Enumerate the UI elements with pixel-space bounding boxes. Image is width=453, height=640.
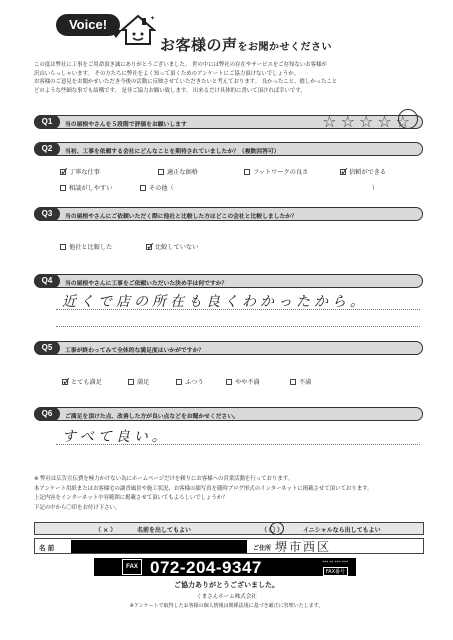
voice-badge: Voice! <box>56 14 120 36</box>
house-icon <box>120 14 156 46</box>
checkbox[interactable] <box>60 244 66 250</box>
circle-mark-icon <box>270 522 284 535</box>
rating-selected-circle <box>398 109 418 129</box>
note-line: 本アンケート用紙またはお客様宅の調査風景や施工状況、お客様の顔写真を随時ブログ形式のインターネットに掲載させて頂いております。 <box>34 485 373 492</box>
fax-label: FAX番号 <box>323 567 348 576</box>
option-satisfied[interactable] <box>128 377 149 386</box>
intro-line: この度は弊社に工事をご用命頂き誠にありがとうございました。 世の中には弊社の存在やサービスをご存知ないお客様が <box>34 62 327 68</box>
option-other[interactable] <box>140 183 174 192</box>
question-number: Q5 <box>34 341 60 355</box>
option-label: とても満足 <box>71 379 102 386</box>
checkbox[interactable] <box>140 185 146 191</box>
fax-number: 072-204-9347 <box>150 558 262 577</box>
checkbox[interactable] <box>176 379 182 385</box>
option-label: フットワークの良さ <box>253 169 309 176</box>
question-number: Q2 <box>34 142 60 156</box>
option-other-close-bracket: ） <box>372 185 379 192</box>
publication-choice <box>34 522 424 535</box>
answer-line <box>56 444 420 445</box>
option-unsatisfied[interactable] <box>290 377 311 386</box>
name-label: 名 前 <box>39 544 55 552</box>
checkbox[interactable] <box>340 165 350 178</box>
option-label: 相談がしやすい <box>69 185 113 192</box>
question-5 <box>34 341 423 355</box>
check-mark-icon: ✓ <box>60 165 70 178</box>
name-address-row <box>34 538 424 554</box>
question-text: 当の屋根やさんを５段階で評価をお願いします <box>65 122 187 128</box>
option-slightly-unsatisfied[interactable] <box>226 377 260 386</box>
checkbox[interactable] <box>62 375 72 388</box>
question-text: 工事が終わってみて全体的な満足度はいかがですか？ <box>65 348 205 354</box>
question-text: 当の屋根やさんに工事をご依頼いただいた決め手は何ですか？ <box>65 281 228 287</box>
question-4 <box>34 274 423 288</box>
option-label: 信頼ができる <box>349 169 387 176</box>
footer-notes <box>34 475 434 513</box>
fax-small-text: *** ** *** *** <box>322 560 348 565</box>
checkbox[interactable] <box>158 169 164 175</box>
question-6 <box>34 407 423 421</box>
choice-label-name: 名前を出してもよい <box>137 527 192 534</box>
question-3 <box>34 207 423 221</box>
note-line: 上記内容をインターネット中容範囲に掲載させて頂いてもよろしいでしょうか？ <box>34 495 228 501</box>
question-number: Q1 <box>34 115 60 129</box>
answer-line <box>56 309 420 310</box>
question-number: Q6 <box>34 407 60 421</box>
question-text: 当初、工事を依頼する会社にどんなことを期待されていましたか？（複数回答可） <box>65 149 280 155</box>
option-careful-work[interactable] <box>60 167 100 176</box>
option-label: その他（ <box>149 185 174 192</box>
checkbox[interactable] <box>244 169 250 175</box>
option-very-satisfied[interactable] <box>62 377 102 386</box>
question-2 <box>34 142 423 156</box>
option-label: 適正な価格 <box>167 169 198 176</box>
privacy-note: ※アンケートで取得したお客様の個人情報は関係法規に基づき厳正に管理いたします。 <box>129 603 324 609</box>
checkbox[interactable] <box>128 379 134 385</box>
redacted-name <box>71 540 247 553</box>
choice-mark-name[interactable]: （ × ） <box>95 527 117 534</box>
title-sub: をお聞かせください <box>237 42 333 53</box>
option-fair-price[interactable] <box>158 167 198 176</box>
q6-handwritten-answer[interactable]: すべて良い。 <box>62 429 170 445</box>
note-line: 下記の中から〇印をお付け下さい。 <box>34 504 121 511</box>
option-label: 比較していない <box>155 244 199 251</box>
option-footwork[interactable] <box>244 167 308 176</box>
check-mark-icon: ✓ <box>146 240 156 253</box>
intro-line: 沢山いらっしゃいます。 その方たちに弊社をよく知って頂くためのアンケートにご協力頂けないでしょうか。 <box>34 70 300 77</box>
option-not-compared[interactable] <box>146 242 198 251</box>
option-label: ふつう <box>185 379 204 386</box>
intro-line: どのような些細な事でも結構です。 是非ご協力お願い致します。 出来るだけ具体的に書いて頂ければ幸いです。 <box>34 87 306 94</box>
option-label: 不満 <box>299 379 312 386</box>
checkbox[interactable] <box>146 240 156 253</box>
fax-banner <box>94 558 356 576</box>
question-number: Q4 <box>34 274 60 288</box>
question-text: ご満足を頂けた点、改善した方が良い点などをお聞かせください。 <box>65 414 239 420</box>
checkbox[interactable] <box>60 165 70 178</box>
address-label: ご住所 <box>253 545 272 552</box>
check-mark-icon: ✓ <box>62 375 72 388</box>
question-text: 当の屋根やさんにご依頼いただく際に他社と比較した方はどこの会社と比較しましたか？ <box>65 214 297 220</box>
thanks-text: ご協力ありがとうございました。 <box>174 581 279 589</box>
option-label: 丁寧な仕事 <box>69 169 100 176</box>
checkbox[interactable] <box>60 185 66 191</box>
svg-text:✦: ✦ <box>150 15 156 22</box>
checkbox[interactable] <box>226 379 232 385</box>
choice-label-initials: イニシャルなら出してもよい <box>303 527 381 534</box>
option-label: 他社と比較した <box>69 244 113 251</box>
page-title <box>160 34 332 55</box>
check-mark-icon: ✓ <box>340 165 350 178</box>
address-handwritten[interactable]: 堺市西区 <box>275 540 332 554</box>
option-easy-consult[interactable] <box>60 183 112 192</box>
intro-line: お客様のご意見をお聞かせいただき今後の活動に反映させていただきたいと考えております。 良かったこと、嬉しかったこと <box>34 79 338 86</box>
q4-handwritten-answer[interactable]: 近くで店の所在も良くわかったから。 <box>62 294 368 310</box>
question-number: Q3 <box>34 207 60 221</box>
option-label: やや不満 <box>235 379 260 386</box>
title-main: お客様の声 <box>160 36 238 54</box>
answer-line <box>56 326 420 327</box>
intro-text <box>34 61 424 95</box>
rating-stars[interactable]: ☆☆☆☆☆ <box>322 112 414 131</box>
question-1 <box>34 112 423 131</box>
option-label: 満足 <box>137 379 150 386</box>
option-average[interactable] <box>176 377 204 386</box>
option-trust[interactable] <box>340 167 386 176</box>
checkbox[interactable] <box>290 379 296 385</box>
company-name: くまさんホーム株式会社 <box>196 594 257 600</box>
note-line: ※ 弊社は広告宣伝費を極力かけない為にホームページだけを頼りにお客様への営業活動を行っております。 <box>34 476 294 482</box>
option-compared[interactable] <box>60 242 112 251</box>
choice-mark-initials[interactable]: （ 〇 ） <box>261 527 284 534</box>
fax-icon: FAX <box>122 559 142 575</box>
